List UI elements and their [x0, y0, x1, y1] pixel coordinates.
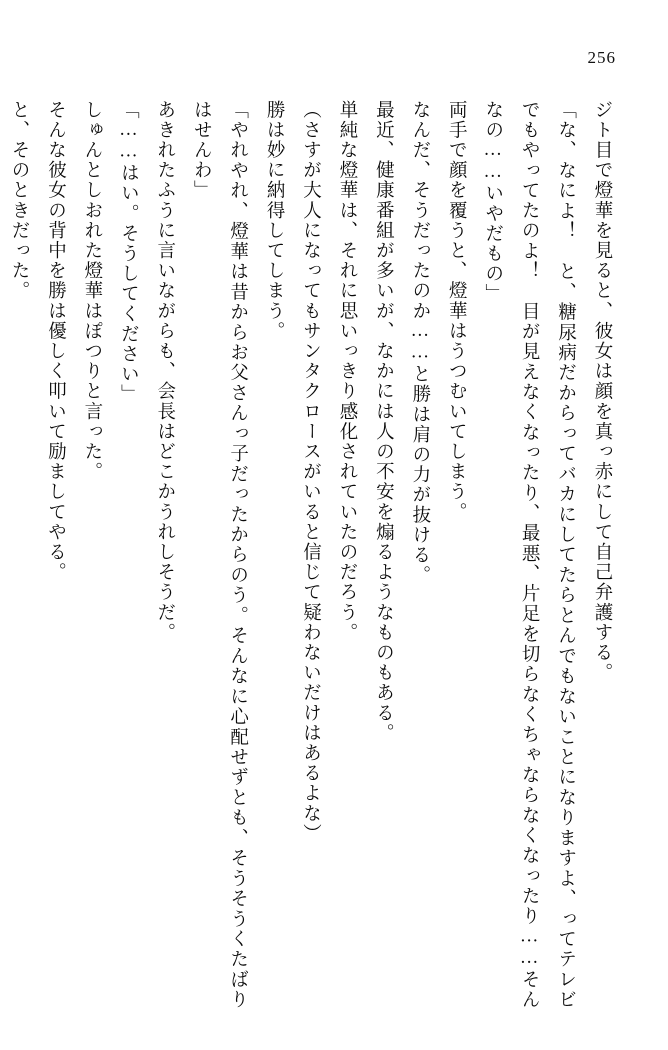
paragraph: ジト目で燈華を見ると、彼女は顔を真っ赤にして自己弁護する。 [592, 100, 612, 683]
paragraph: 勝は妙に納得してしまう。 [264, 100, 285, 342]
paragraph: あきれたふうに言いながらも、会長はどこかうれしそうだ。 [154, 100, 175, 643]
paragraph: 「な、なによ！ と、糖尿病だからってバカにしてたらとんでもないことになりますよ、ってテレビでもやってたのよ！ 目が見えなくなったり、最悪、片足を切らなくちゃならなくなったり……そんなの……いやだもの」 [482, 100, 576, 1010]
paragraph: 単純な燈華は、それに思いっきり感化されていたのだろう。 [336, 100, 357, 643]
paragraph: と、そのときだった。 [9, 100, 29, 301]
paragraph: （さすが大人になってもサンタクロースがいると信じて疑わないだけはあるよな） [300, 100, 321, 844]
paragraph: しゅんとしおれた燈華はぽつりと言った。 [81, 100, 102, 482]
paragraph: 両手で顔を覆うと、燈華はうつむいてしまう。 [446, 100, 467, 523]
paragraph: 最近、健康番組が多いが、なかには人の不安を煽るようなものもある。 [373, 100, 394, 744]
page-body-text [9, 100, 620, 1010]
paragraph: 「……はい。そうしてください」 [118, 100, 139, 405]
paragraph: そんな彼女の背中を勝は優しく叩いて励ましてやる。 [45, 100, 66, 583]
paragraph: なんだ、そうだったのか……と勝は肩の力が抜ける。 [409, 100, 430, 586]
page-number: 256 [587, 48, 616, 67]
paragraph: 「やれやれ、燈華は昔からお父さんっ子だったからのう。そんなに心配せずとも、そうそうくたばりはせんわ」 [191, 100, 248, 1010]
